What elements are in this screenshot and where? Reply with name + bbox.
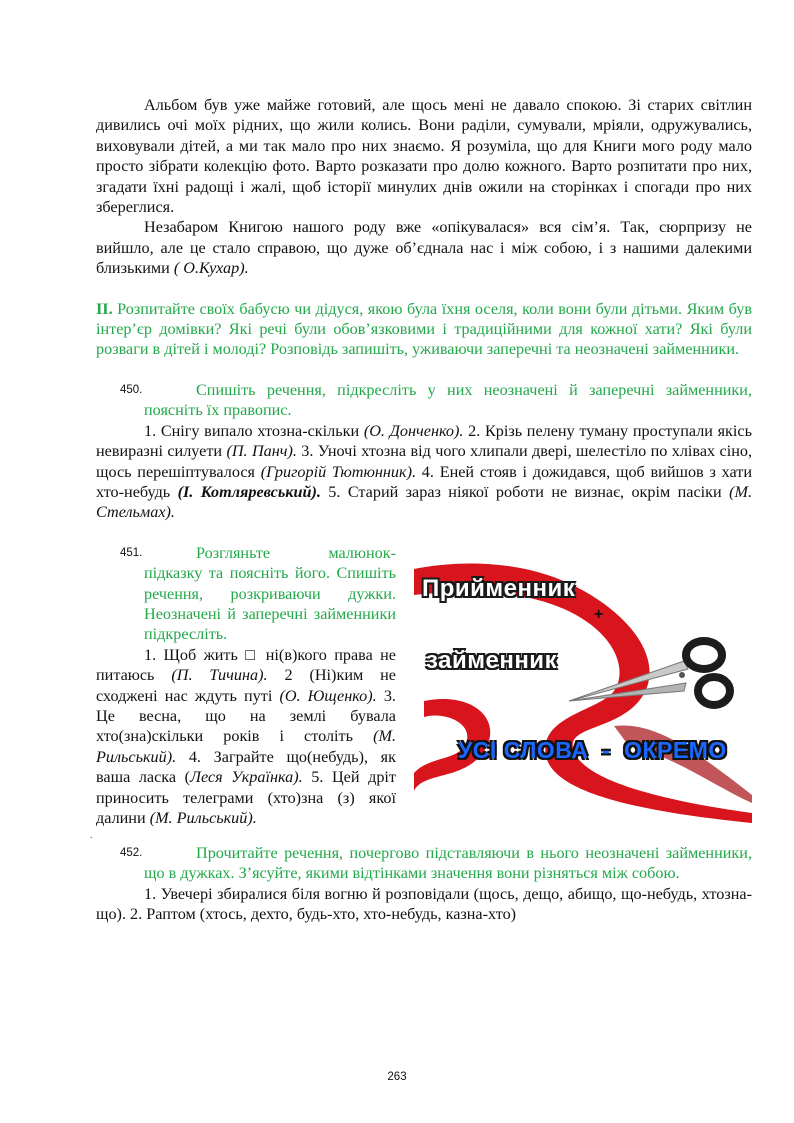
task-2: [96, 299, 752, 360]
exercise-452-sentences: 1. Увечері збиралися біля вогню й розповідали (щось, дещо, абищо, що-небудь, хтозна-що). 2. Раптом (хтось, дехто, будь-хто, хто-небудь, казна-хто): [96, 884, 752, 923]
exercise-450-task: [96, 380, 752, 421]
plus-sign: +: [594, 605, 604, 623]
task-2-text: Розпитайте своїх бабусю чи дідуся, якою була їхня оселя, коли вони були дітьми. Яким був інтер’єр домівки? Які речі були обов’язковими і традиційними для кожної хати? Які були розваги в дітей і молоді? Розповідь запишіть, уживаючи заперечні та неозначені займенники.: [96, 299, 752, 359]
exercise-452-number: 452.: [120, 846, 143, 859]
banner-all-words-separate: УСІ СЛОВА - ОКРЕМО: [458, 736, 727, 763]
banner-preposition: Прийменник: [422, 574, 576, 602]
intro-p2-author: ( О.Кухар).: [173, 259, 249, 278]
exercise-451-number: 451.: [120, 546, 143, 559]
exercise-452-task: [96, 843, 752, 884]
exercise-450-number: 450.: [120, 383, 143, 396]
exercise-450-task-text: Спишіть речення, підкресліть у них неозначені й заперечні займенники, поясніть їх правопис.: [144, 380, 752, 420]
intro-paragraph-2: [96, 217, 752, 278]
exercise-450-sentences: 1. Снігу випало хтозна-скільки (О. Донченко). 2. Крізь пелену туману проступали якісь невиразні силуети (П. Панч). 3. Уночі хтозна від чого хлипали двері, шелестіло по хлівах сіно, щось перешіптувалося (Григорій Тютюнник). 4. Еней стояв і дожидався, щоб вийшов з хати хто-небудь (І. Котляревський). 5. Старий зараз ніякої роботи не визнає, окрім пасіки (М. Стельмах).: [96, 421, 753, 522]
exercise-451-task: [96, 543, 752, 645]
task-2-label: ІІ.: [96, 299, 113, 318]
page-number: 263: [387, 1071, 407, 1083]
exercise-451-sentences: 1. Щоб жить □ ні(в)кого права не питаюсь (П. Тичина). 2 (Ні)ким не сходжені нас ждуть путі (О. Ющенко). 3. Це весна, що на землі бувала хто(зна)скільки років і століть (М. Рильський). 4. Заграйте що(небудь), як ваша ласка (Леся Українка). 5. Цей дріт приносить телеграми (хто)зна (з) якої далини (М. Рильський).: [96, 645, 396, 827]
page-content: [90, 95, 753, 924]
exercise-451-task-text: Розгляньте малюнок-підказку та поясніть його. Спишіть речення, розкриваючи дужки. Неозначені й заперечні займенники підкресліть.: [144, 543, 396, 644]
intro-paragraph-1: Альбом був уже майже готовий, але щось мені не давало спокою. Зі старих світлин дивились очі моїх рідних, що жили колись. Вони раділи, сумували, мріяли, одружувались, виховували дітей, а ми так мало про них знаємо. Я розуміла, що для Книги мого роду мало просто зібрати колекцію фото. Варто розказати про долю кожного. Варто розпитати про них, згадати їхні радощі і жалі, щоб історії минулих днів ожили на сторінках і спогади про них збереглися.: [96, 96, 752, 217]
intro-p2-text: Незабаром Книгою нашого роду вже «опікувалася» вся сім’я. Так, сюрпризу не вийшло, але це стало справою, що дуже об’єднала нас і між собою, і з нашими далекими близькими: [96, 218, 752, 278]
exercise-452-task-text: Прочитайте речення, почергово підставляючи в нього неозначені займенники, що в дужках. З’ясуйте, якими відтінками значення вони різняться між собою.: [144, 843, 752, 883]
red-dot-mark: .: [90, 829, 93, 841]
banner-pronoun: займенник: [426, 646, 558, 674]
